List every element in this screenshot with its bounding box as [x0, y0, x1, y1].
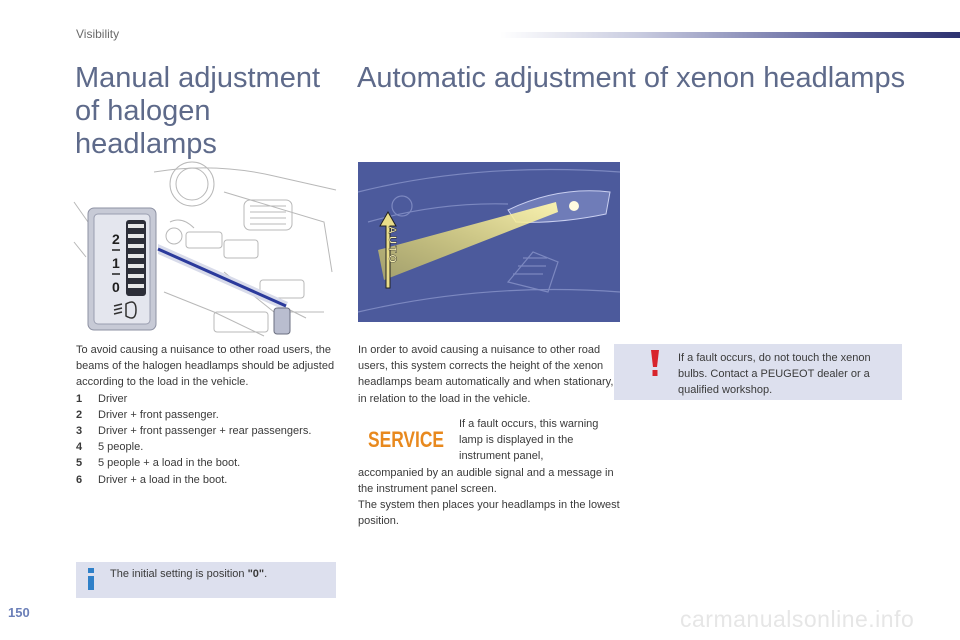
- info-note: [76, 562, 336, 598]
- info-text: [110, 568, 267, 580]
- info-icon: [86, 568, 96, 590]
- halogen-adjuster-illustration: [74, 162, 336, 336]
- list-item: [76, 391, 336, 407]
- warning-text: If a fault occurs, do not touch the xenon bulbs. Contact a PEUGEOT dealer or a qualified workshop.: [678, 352, 871, 397]
- header-bar: [500, 32, 960, 38]
- xenon-intro: In order to avoid causing a nuisance to other road users, this system corrects the height of the xenon headlamps beam automatically and when stationary, in relation to the load in the vehicle.: [358, 344, 614, 405]
- service-badge-label: SERVICE: [368, 427, 444, 452]
- halogen-text: [76, 342, 336, 488]
- position-description: 5 people + a load in the boot.: [98, 457, 241, 470]
- position-number: 3: [76, 425, 83, 438]
- service-warning-lamp-icon: [368, 426, 444, 450]
- position-number: 5: [76, 457, 83, 470]
- right-title: Automatic adjustment of xenon headlamps: [357, 62, 906, 94]
- position-list: [76, 391, 336, 488]
- position-description: Driver + front passenger.: [98, 408, 219, 421]
- auto-label: AUTO: [386, 226, 398, 265]
- list-item: [76, 423, 336, 439]
- watermark: carmanualsonline.info: [680, 606, 915, 632]
- dashboard-drawing: [74, 162, 336, 336]
- dial-label-1: 1: [112, 255, 120, 271]
- position-description: Driver + front passenger + rear passengers.: [98, 425, 312, 438]
- position-number: 4: [76, 441, 83, 454]
- xenon-headlamp-illustration: [358, 162, 620, 322]
- position-description: 5 people.: [98, 441, 144, 454]
- service-text-3: The system then places your headlamps in the lowest position.: [358, 499, 620, 528]
- list-item: [76, 472, 336, 488]
- service-text-1: If a fault occurs, this warning lamp is displayed in the instrument panel,: [459, 418, 599, 463]
- info-value: "0": [247, 568, 265, 580]
- service-text-2: accompanied by an audible signal and a message in the instrument panel screen.: [358, 466, 614, 495]
- dial-label-0: 0: [112, 279, 120, 295]
- warning-note: [614, 344, 902, 400]
- service-warning-block: [358, 416, 622, 529]
- list-item: [76, 455, 336, 471]
- car-front-drawing: [358, 162, 620, 322]
- info-suffix: .: [264, 568, 268, 580]
- position-description: Driver + a load in the boot.: [98, 473, 228, 486]
- position-number: 2: [76, 408, 83, 421]
- left-title: Manual adjustment of halogen headlamps: [75, 62, 321, 160]
- position-number: 1: [76, 392, 83, 405]
- dial-label-2: 2: [112, 231, 120, 247]
- page-number: 150: [8, 605, 30, 620]
- halogen-intro: To avoid causing a nuisance to other road users, the beams of the halogen headlamps should be adjusted according to the load in the vehicle.: [76, 344, 335, 389]
- warning-exclamation-icon: [650, 350, 660, 376]
- list-item: [76, 439, 336, 455]
- position-number: 6: [76, 473, 83, 486]
- position-description: Driver: [98, 392, 128, 405]
- info-prefix: The initial setting is position: [110, 568, 248, 580]
- section-label: Visibility: [76, 27, 120, 41]
- list-item: [76, 407, 336, 423]
